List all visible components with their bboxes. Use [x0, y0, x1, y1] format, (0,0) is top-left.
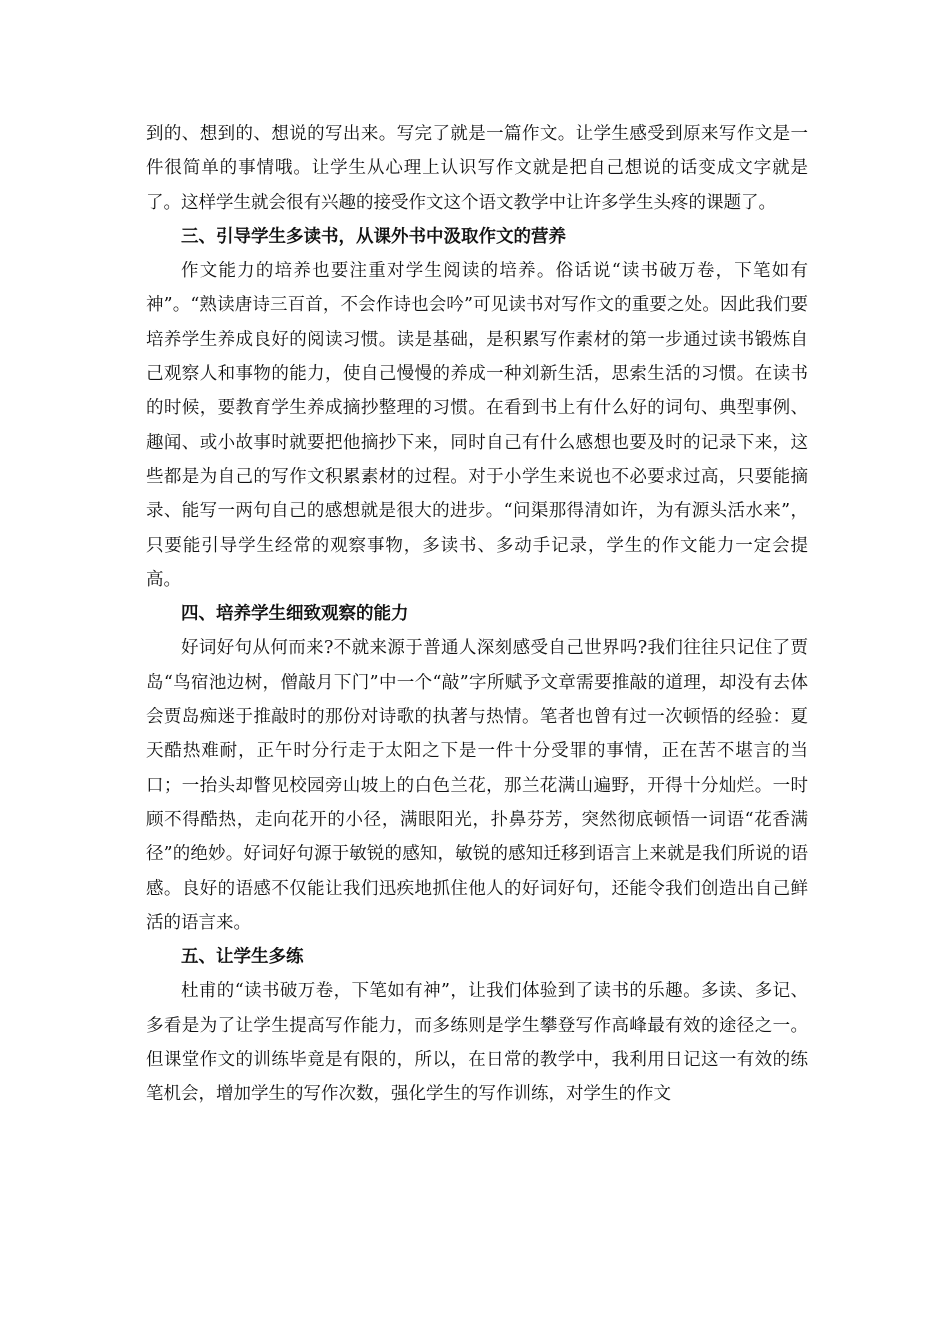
section-heading-5: 五、让学生多练 [181, 947, 304, 968]
paragraph-section-3: 作文能力的培养也要注重对学生阅读的培养。俗话说“读书破万卷，下笔如有神”。“熟读唐诗三百首，不会作诗也会吟”可见读书对写作文的重要之处。因此我们要培养学生养成良好的阅读习惯。读是基础，是积累写作素材的第一步通过读书锻炼自己观察人和事物的能力，使自己慢慢的养成一种刘新生活，思索生活的习惯。在读书的时候，要教育学生养成摘抄整理的习惯。在看到书上有什么好的词句、典型事例、趣闻、或小故事时就要把他摘抄下来，同时自己有什么感想也要及时的记录下来，这些都是为自己的写作文积累素材的过程。对于小学生来说也不必要求过高，只要能摘录、能写一两句自己的感想就是很大的进步。“问渠那得清如许，为有源头活水来”，只要能引导学生经常的观察事物，多读书、多动手记录，学生的作文能力一定会提高。 [146, 261, 808, 590]
section-heading-3: 三、引导学生多读书，从课外书中汲取作文的营养 [181, 226, 566, 247]
paragraph-section-4: 好词好句从何而来?不就来源于普通人深刻感受自己世界吗?我们往往只记住了贾岛“鸟宿池边树，僧敲月下门”中一个“敲”字所赋予文章需要推敲的道理，却没有去体会贾岛痴迷于推敲时的那份对诗歌的执著与热情。笔者也曾有过一次顿悟的经验：夏天酷热难耐，正午时分行走于太阳之下是一件十分受罪的事情，正在苦不堪言的当口；一抬头却瞥见校园旁山坡上的白色兰花，那兰花满山遍野，开得十分灿烂。一时顾不得酷热，走向花开的小径，满眼阳光，扑鼻芬芳，突然彻底顿悟一词语“花香满径”的绝妙。好词好句源于敏锐的感知，敏锐的感知迁移到语言上来就是我们所说的语感。良好的语感不仅能让我们迅疾地抓住他人的好词好句，还能令我们创造出自己鲜活的语言来。 [146, 638, 808, 933]
section-heading-4: 四、培养学生细致观察的能力 [181, 604, 409, 625]
paragraph-continued: 到的、想到的、想说的写出来。写完了就是一篇作文。让学生感受到原来写作文是一件很简单的事情哦。让学生从心理上认识写作文就是把自己想说的话变成文字就是了。这样学生就会很有兴趣的接受作文这个语文教学中让许多学生头疼的课题了。 [146, 124, 808, 213]
document-body [146, 117, 808, 1112]
paragraph-section-5: 杜甫的“读书破万卷，下笔如有神”，让我们体验到了读书的乐趣。多读、多记、多看是为了让学生提高写作能力，而多练则是学生攀登写作高峰最有效的途径之一。但课堂作文的训练毕竟是有限的，所以，在日常的教学中，我利用日记这一有效的练笔机会，增加学生的写作次数，强化学生的写作训练，对学生的作文 [146, 981, 808, 1105]
